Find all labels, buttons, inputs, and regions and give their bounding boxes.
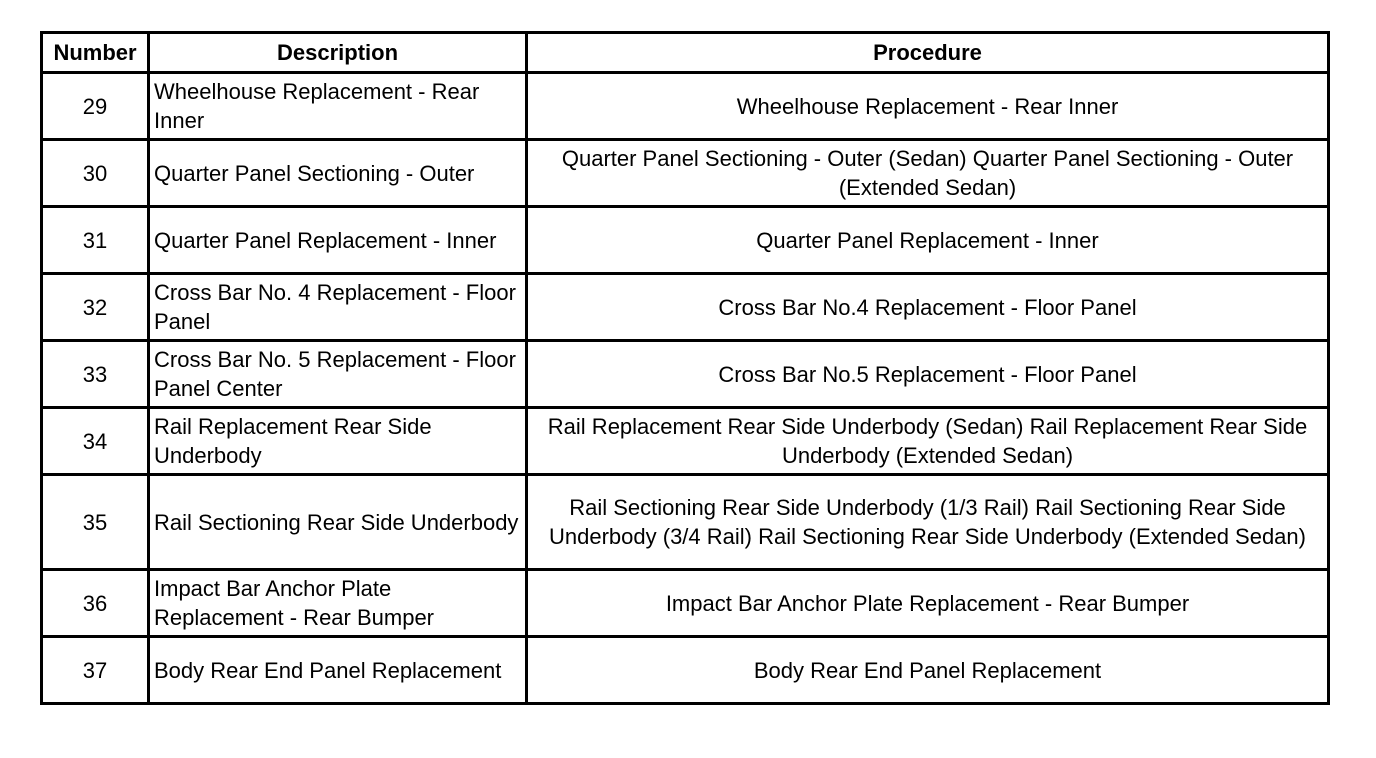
row-description: Cross Bar No. 5 Replacement - Floor Panel Center: [149, 341, 527, 408]
row-procedure: Body Rear End Panel Replacement: [527, 637, 1329, 704]
row-number: 35: [42, 475, 149, 570]
row-number: 30: [42, 140, 149, 207]
row-procedure: Rail Replacement Rear Side Underbody (Sedan) Rail Replacement Rear Side Underbody (Extended Sedan): [527, 408, 1329, 475]
table-row: [42, 140, 1329, 207]
row-number: 37: [42, 637, 149, 704]
row-description: Rail Sectioning Rear Side Underbody: [149, 475, 527, 570]
row-procedure: Impact Bar Anchor Plate Replacement - Rear Bumper: [527, 570, 1329, 637]
procedures-table: [40, 31, 1330, 705]
row-description: Body Rear End Panel Replacement: [149, 637, 527, 704]
row-procedure: Quarter Panel Sectioning - Outer (Sedan) Quarter Panel Sectioning - Outer (Extended Sedan): [527, 140, 1329, 207]
row-number: 34: [42, 408, 149, 475]
row-procedure: Cross Bar No.4 Replacement - Floor Panel: [527, 274, 1329, 341]
row-description: Quarter Panel Replacement - Inner: [149, 207, 527, 274]
row-number: 33: [42, 341, 149, 408]
header-procedure: Procedure: [527, 33, 1329, 73]
table-row: [42, 570, 1329, 637]
row-procedure: Rail Sectioning Rear Side Underbody (1/3 Rail) Rail Sectioning Rear Side Underbody (3/4 Rail) Rail Sectioning Rear Side Underbody (Extended Sedan): [527, 475, 1329, 570]
row-number: 29: [42, 73, 149, 140]
header-number: Number: [42, 33, 149, 73]
table-header-row: [42, 33, 1329, 73]
row-procedure: Cross Bar No.5 Replacement - Floor Panel: [527, 341, 1329, 408]
row-description: Rail Replacement Rear Side Underbody: [149, 408, 527, 475]
table-row: [42, 274, 1329, 341]
row-number: 31: [42, 207, 149, 274]
table-row: [42, 73, 1329, 140]
table-row: [42, 341, 1329, 408]
table-row: [42, 475, 1329, 570]
header-description: Description: [149, 33, 527, 73]
row-description: Cross Bar No. 4 Replacement - Floor Panel: [149, 274, 527, 341]
table-row: [42, 637, 1329, 704]
table-row: [42, 408, 1329, 475]
row-number: 32: [42, 274, 149, 341]
row-number: 36: [42, 570, 149, 637]
row-description: Wheelhouse Replacement - Rear Inner: [149, 73, 527, 140]
row-description: Quarter Panel Sectioning - Outer: [149, 140, 527, 207]
table-row: [42, 207, 1329, 274]
row-description: Impact Bar Anchor Plate Replacement - Rear Bumper: [149, 570, 527, 637]
row-procedure: Wheelhouse Replacement - Rear Inner: [527, 73, 1329, 140]
row-procedure: Quarter Panel Replacement - Inner: [527, 207, 1329, 274]
